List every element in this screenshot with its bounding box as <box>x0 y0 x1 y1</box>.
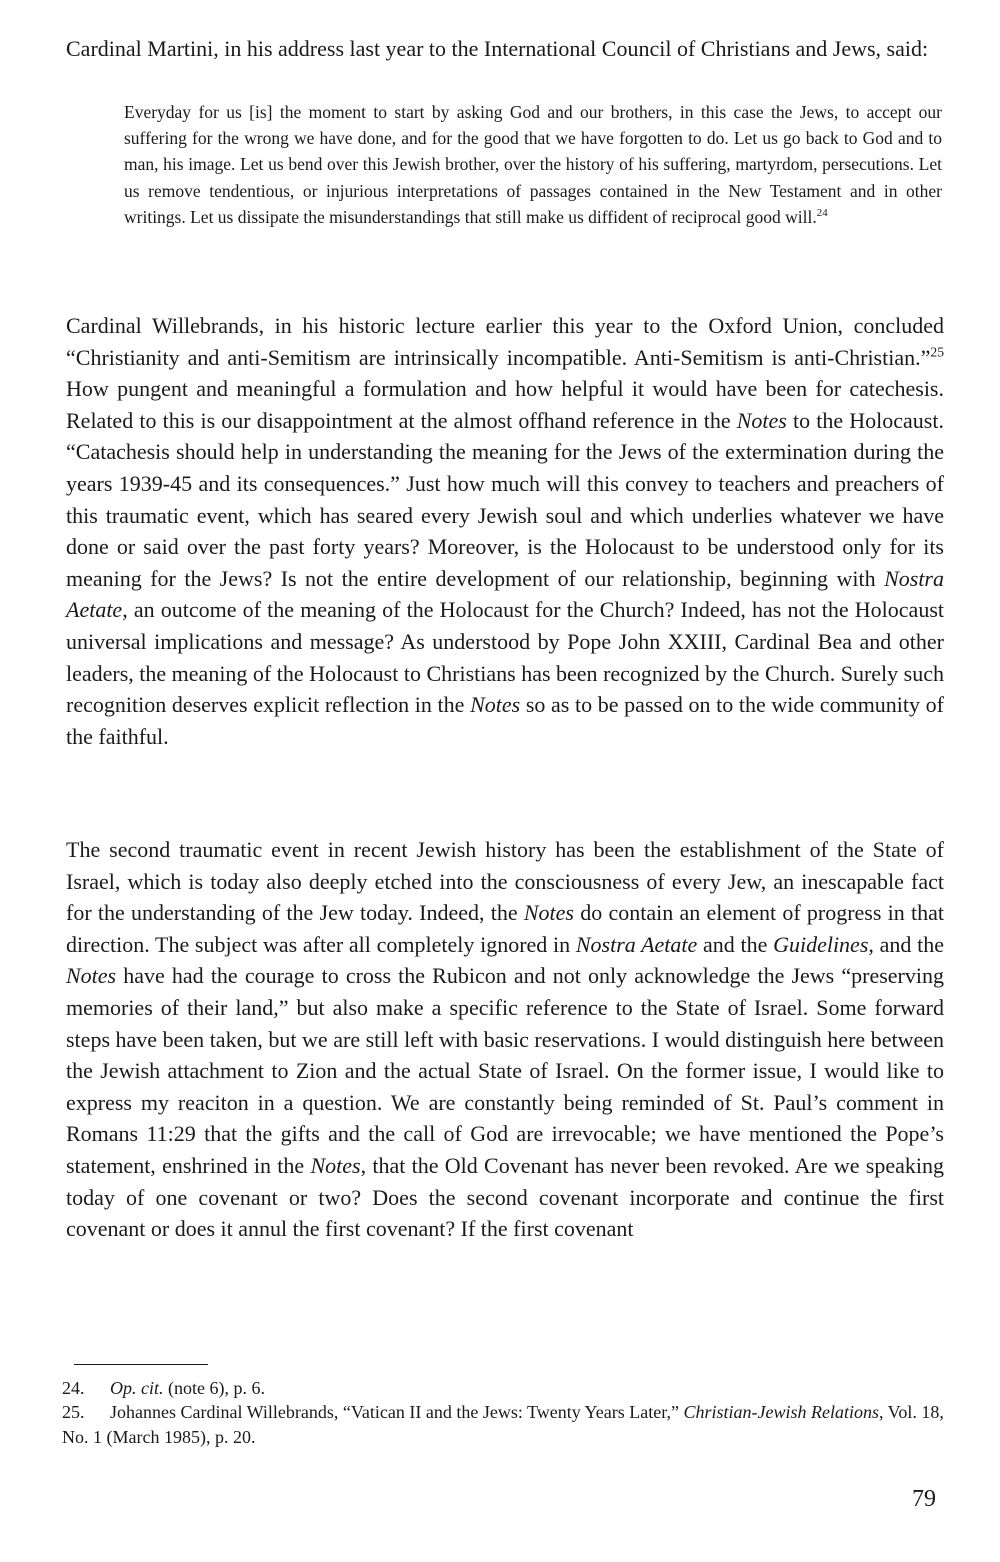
footnote-25: 25. Johannes Cardinal Willebrands, “Vatican II and the Jews: Twenty Years Later,” Christian-Jewish Relations, Vol. 18, No. 1 (March 1985), p. 20. <box>62 1402 944 1447</box>
italic-notes: Notes <box>310 1152 361 1178</box>
footnote-divider <box>74 1364 208 1365</box>
italic-guidelines: Guidelines <box>773 931 869 957</box>
footnote-number: 24. <box>62 1378 85 1398</box>
footnote-ref-25: 25 <box>930 344 944 360</box>
paragraph-israel: The second traumatic event in recent Jewish history has been the establishment of the State of Israel, which is today also deeply etched into the consciousness of every Jew, an inescapable fact for the understanding of the Jew today. Indeed, the Notes do contain an element of progress in that direction. The subject was after all completely ignored in Nostra Aetate and the Guidelines, and the Notes have had the courage to cross the Rubicon and not only acknowledge the Jews “preserving memories of their land,” but also make a specific reference to the State of Israel. Some forward steps have been taken, but we are still left with basic reservations. I would distinguish here between the Jewish attachment to Zion and the actual State of Israel. On the former issue, I would like to express my reaciton in a question. We are constantly being reminded of St. Paul’s comment in Romans 11:29 that the gifts and the call of God are irrevocable; we have mentioned the Pope’s statement, enshrined in the Notes, that the Old Covenant has never been revoked. Are we speaking today of one covenant or two? Does the second covenant incorporate and continue the first covenant or does it annul the first covenant? If the first covenant <box>66 837 944 1242</box>
footnote-24: 24. Op. cit. (note 6), p. 6. <box>62 1376 952 1401</box>
italic-notes: Notes <box>470 692 521 718</box>
italic-nostra-aetate: Nostra Aetate <box>575 931 698 957</box>
paragraph-intro: Cardinal Martini, in his address last year to the International Council of Christians and Jews, said: <box>66 36 929 61</box>
block-quote: Everyday for us [is] the moment to start by asking God and our brothers, in this case the Jews, to accept our suffering for the wrong we have done, and for the good that we have forgotten to do. Let us go back to God and to man, his image. Let us bend over this Jewish brother, over the history of his suffering, martyrdom, persecutions. Let us remove tendentious, or injurious interpretations of passages contained in the New Testament and in other writings. Let us dissipate the misunderstandings that still make us diffident of reciprocal good will.$^{24}$ <box>124 102 942 227</box>
footnote-ref-24: 24 <box>816 206 828 219</box>
footnote-number: 25. <box>62 1402 85 1422</box>
italic-notes: Notes <box>523 900 574 926</box>
italic-notes: Notes <box>736 407 787 433</box>
italic-nostra-aetate: Nostra Aetate <box>66 565 944 623</box>
italic-notes: Notes <box>66 963 117 989</box>
paragraph-willebrands: Cardinal Willebrands, in his historic lecture earlier this year to the Oxford Union, concluded “Christianity and anti-Semitism are intrinsically incompatible. Anti-Semitism is anti-Christian.”$^{25}$ How pungent and meaningful a formulation and how helpful it would have been for catechesis. Related to this is our disappointment at the almost offhand reference in the Notes to the Holocaust. “Catachesis should help in understanding the meaning for the Jews of the extermination during the years 1939-45 and its consequences.” Just how much will this convey to teachers and preachers of this traumatic event, which has seared every Jewish soul and which underlies whatever we have done or said over the past forty years? Moreover, is the Holocaust to be understood only for its meaning for the Jews? Is not the entire development of our relationship, beginning with Nostra Aetate, an outcome of the meaning of the Holocaust for the Church? Indeed, has not the Holocaust universal implications and message? As understood by Pope John XXIII, Cardinal Bea and other leaders, the meaning of the Holocaust to Christians has been recognized by the Church. Surely such recognition deserves explicit reflection in the Notes so as to be passed on to the wide community of the faithful. <box>66 313 944 749</box>
page-number: 79 <box>912 1486 936 1512</box>
